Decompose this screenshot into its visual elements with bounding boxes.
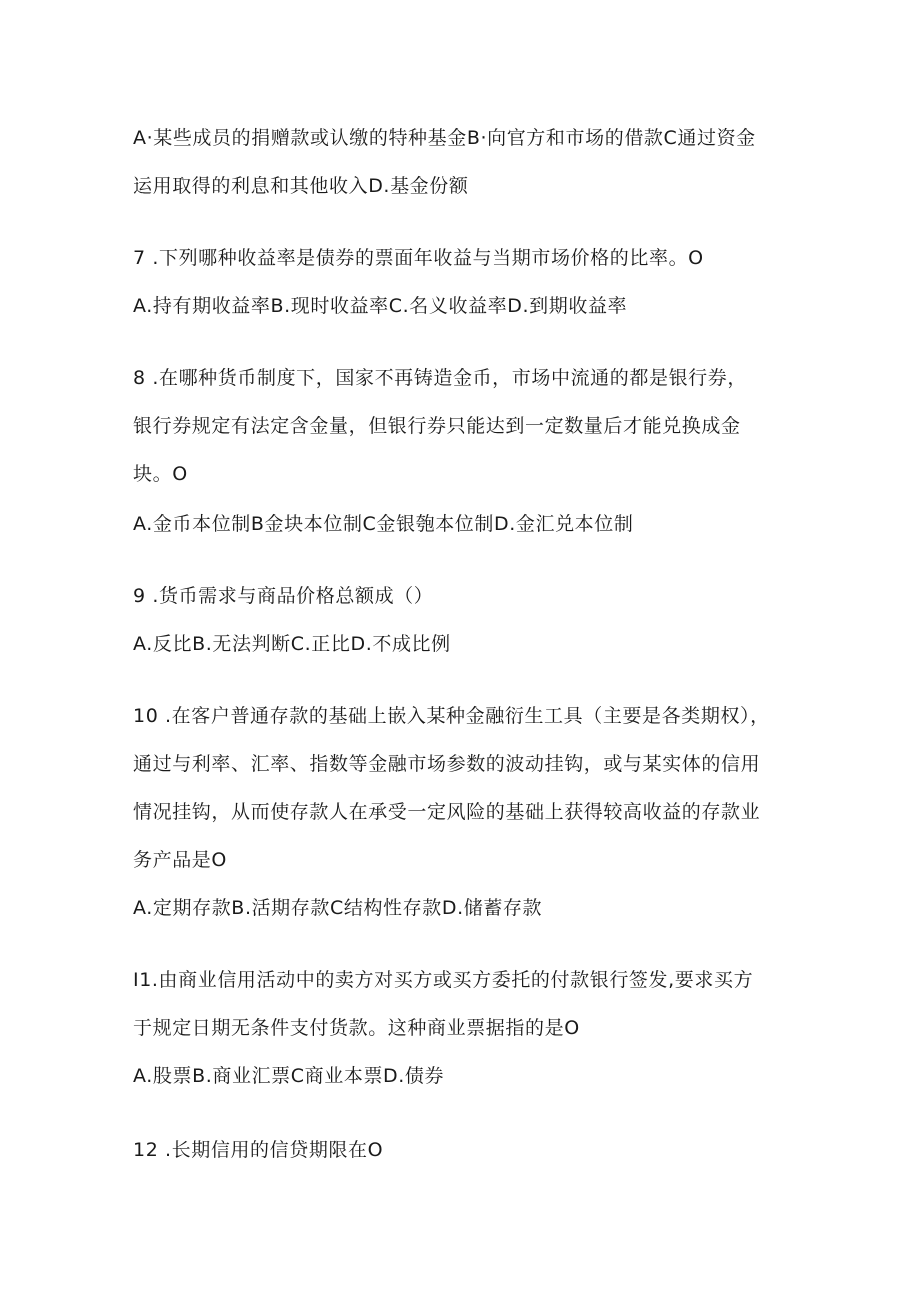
q8-options: A.金币本位制B金块本位制C金银匏本位制D.金汇兑本位制 — [133, 513, 634, 535]
q8-question-line-3: 块。O — [133, 463, 188, 485]
q10-options: A.定期存款B.活期存款C结构性存款D.储蓄存款 — [133, 897, 543, 919]
q6-options-line-2: 运用取得的利息和其他收入D.基金份额 — [133, 175, 469, 197]
q10-question-line-3: 情况挂钩，从而使存款人在承受一定风险的基础上获得较高收益的存款业 — [133, 801, 761, 823]
q10-question-line-1: 10 .在客户普通存款的基础上嵌入某种金融衍生工具（主要是各类期权）， — [133, 705, 770, 727]
q12-question: 12 .长期信用的信贷期限在O — [133, 1139, 384, 1161]
q7-question: 7 .下列哪种收益率是债券的票面年收益与当期市场价格的比率。O — [133, 247, 704, 269]
q9-options: A.反比B.无法判断C.正比D.不成比例 — [133, 633, 451, 655]
q11-options: A.股票B.商业汇票C商业本票D.债券 — [133, 1065, 445, 1087]
q11-question-line-2: 于规定日期无条件支付货款。这种商业票据指的是O — [133, 1017, 580, 1039]
q10-question-line-2: 通过与利率、汇率、指数等金融市场参数的波动挂钩，或与某实体的信用 — [133, 753, 761, 775]
q8-question-line-1: 8 .在哪种货币制度下，国家不再铸造金币，市场中流通的都是银行券， — [133, 367, 747, 389]
q8-question-line-2: 银行券规定有法定含金量，但银行券只能达到一定数量后才能兑换成金 — [133, 415, 741, 437]
q9-question: 9 .货币需求与商品价格总额成（） — [133, 585, 434, 607]
q10-question-line-4: 务产品是O — [133, 849, 227, 871]
q6-options-line-1: A·某些成员的捐赠款或认缴的特种基金B·向官方和市场的借款C通过资金 — [133, 127, 756, 149]
q11-question-line-1: I1.由商业信用活动中的卖方对买方或买方委托的付款银行签发,要求买方 — [133, 969, 754, 991]
q7-options: A.持有期收益率B.现时收益率C.名义收益率D.到期收益率 — [133, 295, 628, 317]
